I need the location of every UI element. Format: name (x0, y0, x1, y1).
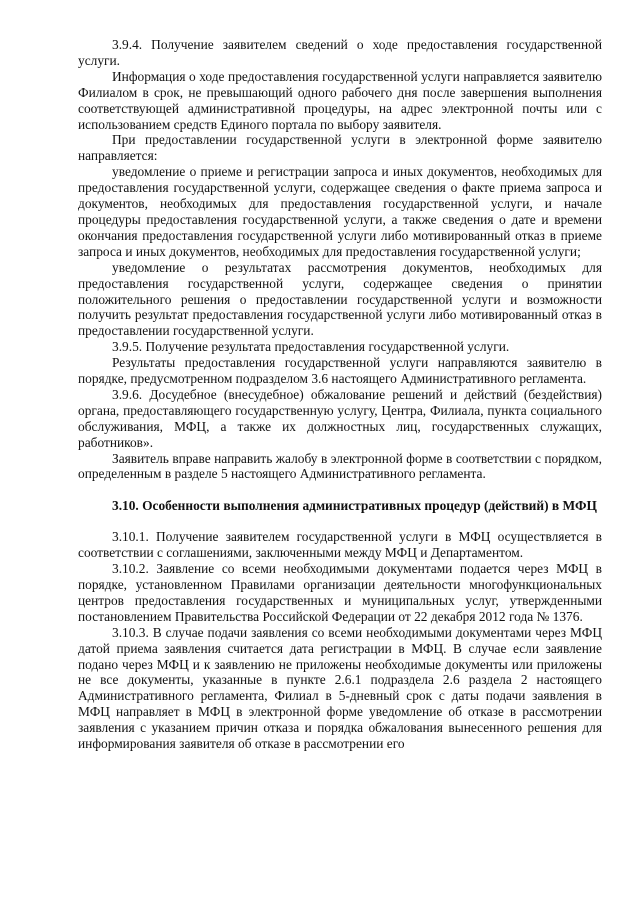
paragraph-electronic-form: При предоставлении государственной услуги в электронной форме заявителю направляется: (78, 132, 602, 164)
paragraph-notice-results: уведомление о результатах рассмотрения документов, необходимых для предоставления государственной услуги, содержащее сведения о принятии положительного решения о предоставлении государственной услуги и возможности получить результат предоставления государственной услуги либо мотивированный отказ в предоставлении государственной услуги. (78, 259, 602, 339)
document-page (78, 37, 602, 752)
paragraph-3-10-3: 3.10.3. В случае подачи заявления со всеми необходимыми документами через МФЦ датой приема заявления считается дата регистрации в МФЦ. В случае если заявление подано через МФЦ и к заявлению не приложены необходимые документы или приложены не все документы, указанные в пункте 2.6.1 подраздела 2.6 раздела 2 настоящего Административного регламента, Филиал в 5-дневный срок с даты подачи заявления в МФЦ направляет в МФЦ в электронной форме уведомление об отказе в рассмотрении заявления с указанием причин отказа и порядка обжалования вынесенного решения для информирования заявителя об отказе в рассмотрении его (78, 624, 602, 752)
paragraph-3-10-2: 3.10.2. Заявление со всеми необходимыми документами подается через МФЦ в порядке, установленном Правилами организации деятельности многофункциональных центров предоставления государственных и муниципальных услуг, утвержденными постановлением Правительства Российской Федерации от 22 декабря 2012 года № 1376. (78, 561, 602, 624)
paragraph-3-9-5: 3.9.5. Получение результата предоставления государственной услуги. (112, 339, 510, 355)
paragraph-3-9-4: 3.9.4. Получение заявителем сведений о ходе предоставления государственной услуги. (78, 37, 602, 68)
paragraph-complaint: Заявитель вправе направить жалобу в электронной форме в соответствии с порядком, определенным в разделе 5 настоящего Административного регламента. (78, 450, 602, 482)
paragraph-info-progress: Информация о ходе предоставления государственной услуги направляется заявителю Филиалом в срок, не превышающий одного рабочего дня после завершения выполнения соответствующей административной процедуры, на адрес электронной почты или с использованием средств Единого портала по выбору заявителя. (78, 68, 602, 132)
paragraph-results-sent: Результаты предоставления государственной услуги направляются заявителю в порядке, предусмотренном подразделом 3.6 настоящего Административного регламента. (78, 355, 602, 387)
section-heading-3-10: 3.10. Особенности выполнения административных процедур (действий) в МФЦ (112, 498, 597, 514)
paragraph-3-9-6: 3.9.6. Досудебное (внесудебное) обжалование решений и действий (бездействия) органа, предоставляющего государственную услугу, Центра, Филиала, пункта социального обслуживания, МФЦ, а также их должностных лиц, государственных служащих, работников». (78, 386, 602, 450)
paragraph-3-10-1: 3.10.1. Получение заявителем государственной услуги в МФЦ осуществляется в соответствии с соглашениями, заключенными между МФЦ и Департаментом. (78, 529, 602, 561)
paragraph-notice-receipt: уведомление о приеме и регистрации запроса и иных документов, необходимых для предоставления государственной услуги, содержащее сведения о факте приема запроса и документов, необходимых для предоставления государственной услуги, и начале процедуры предоставления государственной услуги, а также сведения о дате и времени окончания предоставления государственной услуги либо мотивированный отказ в приеме запроса и иных документов, необходимых для предоставления государственной услуги; (78, 164, 602, 259)
